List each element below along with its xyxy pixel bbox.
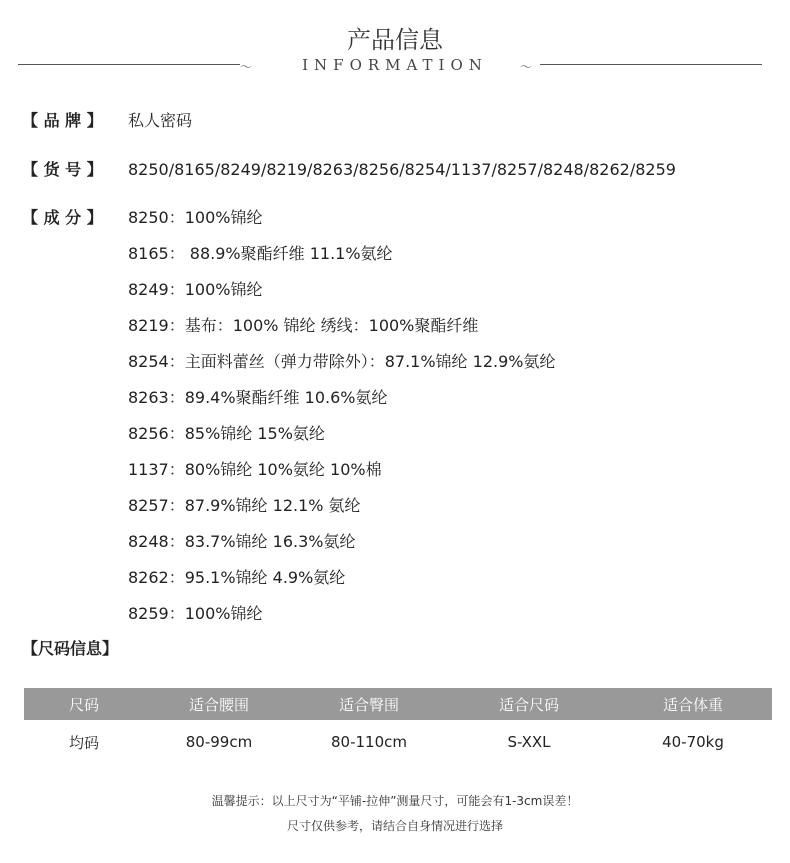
column-header-hip: 适合臀围 xyxy=(338,695,399,714)
cell-fit-size: S-XXL xyxy=(507,733,551,751)
column-header-size: 尺码 xyxy=(68,695,99,714)
cell-size: 均码 xyxy=(68,733,99,752)
composition-line: 8248：83.7%锦纶 16.3%氨纶 xyxy=(128,532,356,551)
cell-waist: 80-99cm xyxy=(185,733,253,751)
table-row xyxy=(24,720,772,764)
divider-right xyxy=(540,64,762,65)
composition-line: 8262：95.1%锦纶 4.9%氨纶 xyxy=(128,568,346,587)
brand-row xyxy=(22,108,192,131)
composition-line: 8250：100%锦纶 xyxy=(128,208,263,227)
size-table xyxy=(24,688,772,764)
composition-line: 8257：87.9%锦纶 12.1% 氨纶 xyxy=(128,496,361,515)
composition-row xyxy=(22,205,128,228)
item-number-label: 【 货 号 】 xyxy=(22,160,103,179)
page-title: 产品信息 xyxy=(347,26,443,54)
item-number-value: 8250/8165/8249/8219/8263/8256/8254/1137/8257/8248/8262/8259 xyxy=(128,160,676,179)
page-subtitle: INFORMATION xyxy=(302,56,488,74)
item-number-row xyxy=(22,157,676,180)
composition-line: 1137：80%锦纶 10%氨纶 10%棉 xyxy=(128,460,382,479)
composition-line: 8254：主面料蕾丝（弹力带除外）：87.1%锦纶 12.9%氨纶 xyxy=(128,352,556,371)
composition-line: 8263：89.4%聚酯纤维 10.6%氨纶 xyxy=(128,388,388,407)
column-header-weight: 适合体重 xyxy=(662,695,723,714)
brand-value: 私人密码 xyxy=(128,111,193,130)
composition-line: 8165： 88.9%聚酯纤维 11.1%氨纶 xyxy=(128,244,393,263)
tip-note: 温馨提示：以上尺寸为“平铺-拉伸”测量尺寸，可能会有1-3cm误差！ xyxy=(211,794,579,808)
cell-hip: 80-110cm xyxy=(331,733,407,751)
brand-label: 【 品 牌 】 xyxy=(22,111,103,130)
column-header-waist: 适合腰围 xyxy=(188,695,249,714)
reference-note: 尺寸仅供参考，请结合自身情况进行选择 xyxy=(286,819,503,833)
column-header-fit-size: 适合尺码 xyxy=(498,695,559,714)
composition-line: 8249：100%锦纶 xyxy=(128,280,263,299)
composition-line: 8256：85%锦纶 15%氨纶 xyxy=(128,424,325,443)
composition-label: 【 成 分 】 xyxy=(22,208,103,227)
swirl-ornament-left-icon: 〜 xyxy=(240,60,253,74)
composition-line: 8259：100%锦纶 xyxy=(128,604,263,623)
cell-weight: 40-70kg xyxy=(662,733,724,751)
size-table-header xyxy=(24,688,772,720)
swirl-ornament-right-icon: 〜 xyxy=(520,60,533,74)
composition-line: 8219：基布：100% 锦纶 绣线：100%聚酯纤维 xyxy=(128,316,479,335)
size-info-heading: 【尺码信息】 xyxy=(22,639,119,658)
